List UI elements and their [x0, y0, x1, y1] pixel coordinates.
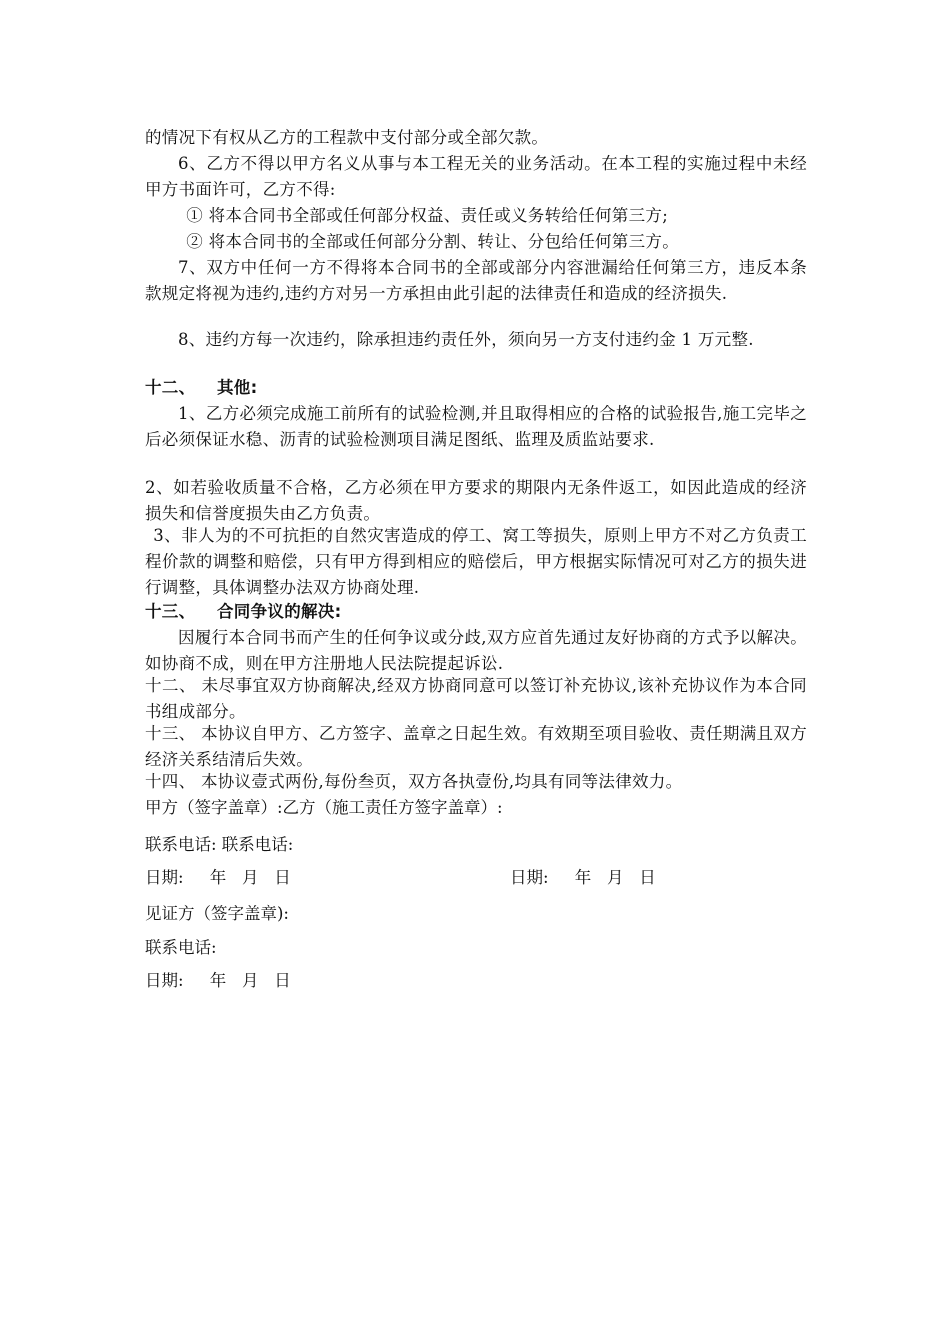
clause-unresolved-matters: 十二、 未尽事宜双方协商解决,经双方协商同意可以签订补充协议,该补充协议作为本合同书组成部分。: [145, 676, 807, 721]
clause-8: 8、违约方每一次违约，除承担违约责任外，须向另一方支付违约金 1 万元整.: [178, 330, 754, 349]
section-12-item-2: 2、如若验收质量不合格，乙方必须在甲方要求的期限内无条件返工，如因此造成的经济损失和信誉度损失由乙方负责。: [145, 478, 807, 523]
section-12-heading: [145, 375, 807, 401]
clause-copies: 十四、 本协议壹式两份,每份叁页，双方各执壹份,均具有同等法律效力。: [145, 772, 683, 791]
clause-6: 6、乙方不得以甲方名义从事与本工程无关的业务活动。在本工程的实施过程中未经甲方书面许可，乙方不得:: [145, 154, 807, 199]
clause-effective-date: 十三、 本协议自甲方、乙方签字、盖章之日起生效。有效期至项目验收、责任期满且双方经济关系结清后失效。: [145, 724, 807, 769]
date-party-b: 日期: 年 月 日: [510, 868, 656, 887]
clause-6-item-1: ① 将本合同书全部或任何部分权益、责任或义务转给任何第三方;: [186, 206, 669, 225]
section-13-body: 因履行本合同书而产生的任何争议或分歧,双方应首先通过友好协商的方式予以解决。如协商不成，则在甲方注册地人民法院提起诉讼.: [145, 628, 807, 673]
signature-parties: 甲方（签字盖章）:乙方（施工责任方签字盖章）:: [145, 798, 503, 817]
paragraph-continuation: 的情况下有权从乙方的工程款中支付部分或全部欠款。: [145, 128, 549, 147]
clause-7: 7、双方中任何一方不得将本合同书的全部或部分内容泄漏给任何第三方，违反本条款规定将视为违约,违约方对另一方承担由此引起的法律责任和造成的经济损失.: [145, 258, 807, 303]
section-12-title: 其他:: [217, 378, 258, 397]
section-13-number: 十三、: [145, 602, 196, 621]
section-12-number: 十二、: [145, 378, 196, 397]
witness-signature: 见证方（签字盖章):: [145, 904, 289, 923]
section-12-item-1: 1、乙方必须完成施工前所有的试验检测,并且取得相应的合格的试验报告,施工完毕之后必须保证水稳、沥青的试验检测项目满足图纸、监理及质监站要求.: [145, 404, 807, 449]
date-party-a: 日期: 年 月 日: [145, 868, 291, 887]
section-13-title: 合同争议的解决:: [217, 602, 342, 621]
section-12-item-3: 3、非人为的不可抗拒的自然灾害造成的停工、窝工等损失，原则上甲方不对乙方负责工程价款的调整和赔偿，只有甲方得到相应的赔偿后，甲方根据实际情况可对乙方的损失进行调整，具体调整办法双方协商处理.: [145, 526, 807, 597]
witness-date: 日期: 年 月 日: [145, 971, 291, 990]
section-13-heading: [145, 599, 807, 625]
clause-6-item-2: ② 将本合同书的全部或任何部分分割、转让、分包给任何第三方。: [186, 232, 679, 251]
witness-phone: 联系电话:: [145, 938, 217, 957]
contact-phones: 联系电话: 联系电话:: [145, 835, 294, 854]
